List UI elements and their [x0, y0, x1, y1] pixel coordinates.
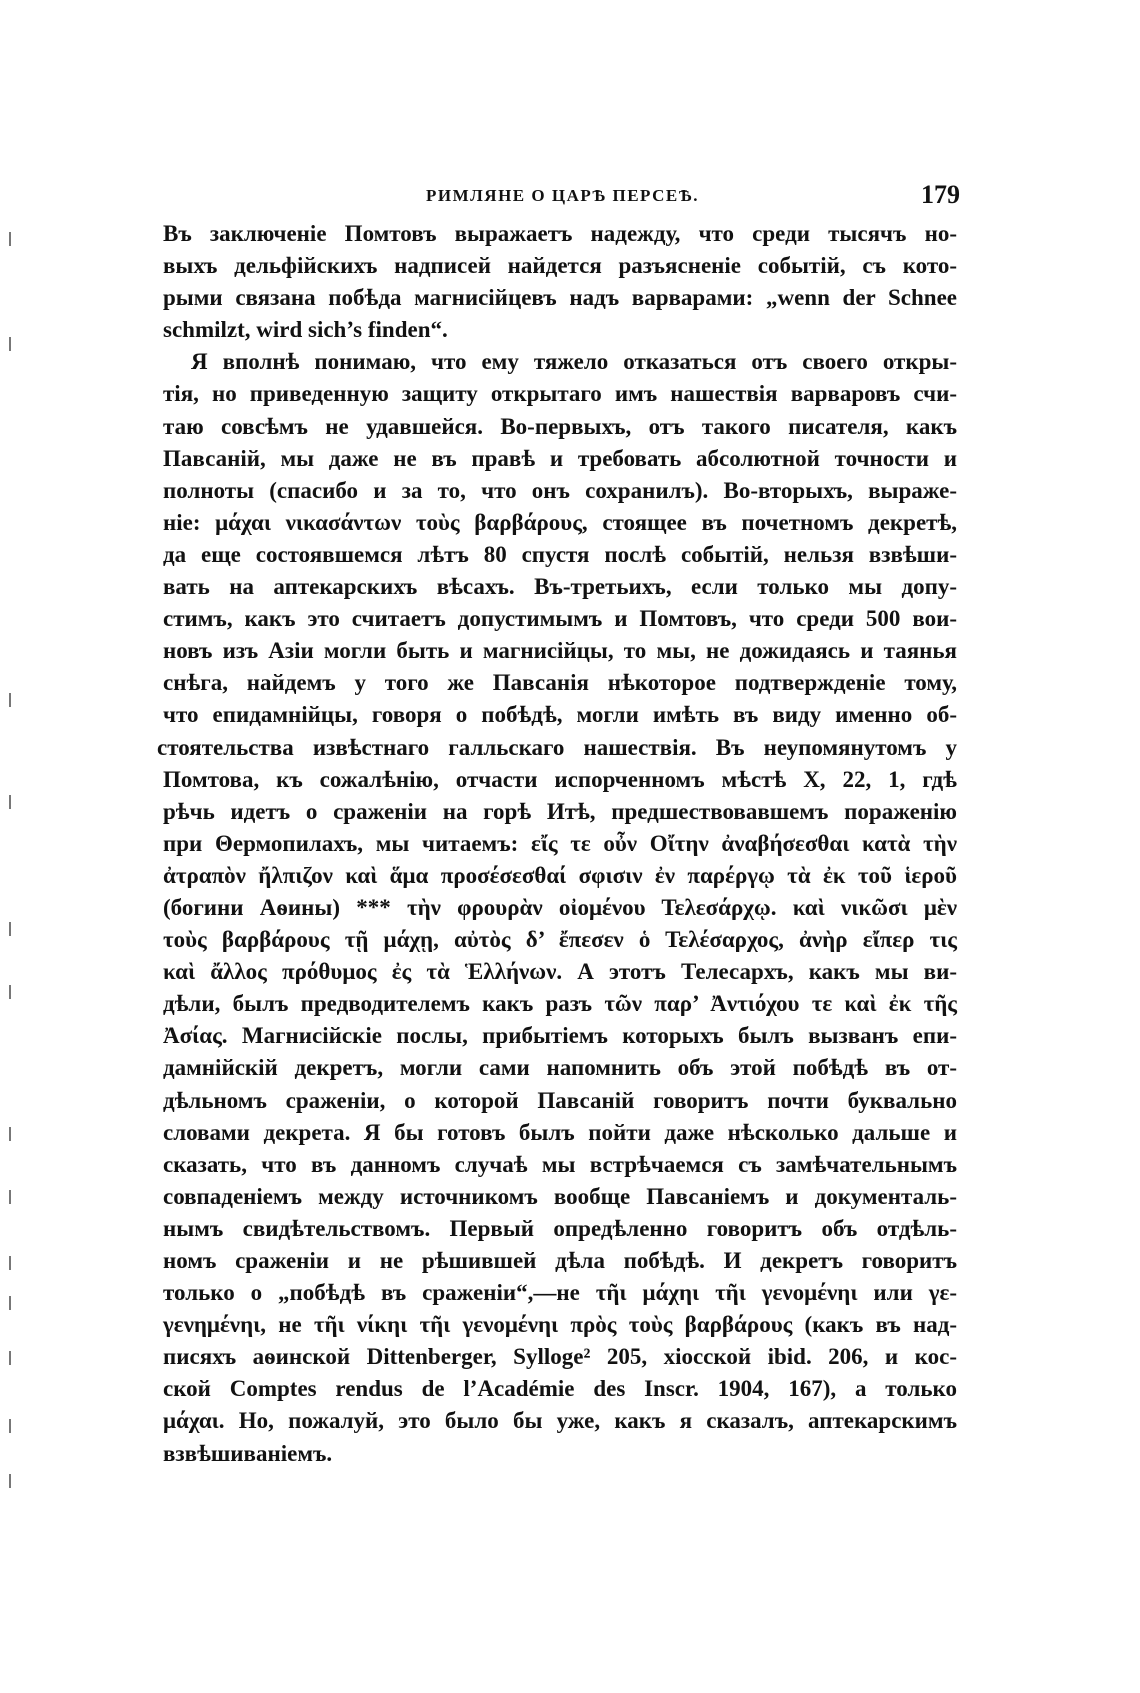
- scan-margin-mark: [9, 1351, 11, 1365]
- text-line: μάχαι. Но, пожалуй, это было бы уже, какъ я сказалъ, аптекарскимъ: [163, 1408, 957, 1434]
- scan-margin-mark: [9, 1419, 11, 1433]
- scan-margin-mark: [9, 693, 11, 707]
- text-line: при Θермопилахъ, мы читаемъ: εἴς τε οὖν Οἴτην ἀναβήσεσθαι κατὰ τὴν: [163, 830, 957, 856]
- scan-margin-mark: [9, 795, 11, 809]
- text-line: schmilzt, wird sich’s finden“.: [163, 317, 448, 343]
- scan-margin-mark: [9, 337, 11, 351]
- text-line: дѣли, былъ предводителемъ какъ разъ τῶν παρ’ Ἀντιόχου τε καὶ ἐκ τῆς: [163, 991, 957, 1017]
- text-line: да еще состоявшемся лѣтъ 80 спустя послѣ событій, нельзя взвѣши-: [163, 541, 957, 567]
- text-line: стоятельства извѣстнаго галльскаго нашествія. Въ неупомянутомъ у: [157, 734, 957, 760]
- body-text: [157, 218, 957, 1470]
- text-line: ἀτραπὸν ἤλπιζον καὶ ἅμα προσέσεσθαί σφισιν ἐν παρέργῳ τὰ ἐκ τοῦ ἱεροῦ: [163, 862, 957, 888]
- scan-margin-mark: [9, 232, 11, 246]
- text-line: что епидамнійцы, говоря о побѣдѣ, могли имѣть въ виду именно об-: [163, 702, 957, 728]
- text-line: полноты (спасибо и за то, что онъ сохранилъ). Во-вторыхъ, выраже-: [163, 477, 957, 503]
- text-line: сказать, что въ данномъ случаѣ мы встрѣчаемся съ замѣчательнымъ: [163, 1151, 957, 1177]
- scan-margin-mark: [9, 922, 11, 936]
- running-title: РИМЛЯНЕ О ЦАРѢ ПЕРСЕѢ.: [425, 186, 699, 205]
- text-line: совпаденіемъ между источникомъ вообще Павсаніемъ и документаль-: [163, 1183, 957, 1209]
- text-line: Въ заключеніе Помтовъ выражаетъ надежду, что среди тысячъ но-: [163, 221, 957, 246]
- text-line: γενημένηι, не τῆι νίκηι τῆι γενομένηι πρὸς τοὺς βαρβάρους (какъ въ над-: [163, 1312, 957, 1338]
- text-line: Я вполнѣ понимаю, что ему тяжело отказаться отъ своего откры-: [191, 349, 957, 375]
- scan-margin-mark: [9, 1190, 11, 1204]
- text-line: дѣльномъ сраженіи, о которой Павсаній говоритъ почти буквально: [163, 1087, 957, 1113]
- page-header: [165, 180, 960, 210]
- text-line: Павсаній, мы даже не въ правѣ и требовать абсолютной точности и: [163, 445, 957, 471]
- text-line: Помтова, къ сожалѣнію, отчасти испорченномъ мѣстѣ X, 22, 1, гдѣ: [163, 766, 957, 792]
- text-line: нымъ свидѣтельствомъ. Первый опредѣленно говоритъ объ отдѣль-: [163, 1215, 957, 1241]
- text-line: писяхъ аѳинской Dittenberger, Sylloge² 205, хіосской ibid. 206, и кос-: [163, 1344, 957, 1370]
- scan-margin-mark: [9, 1127, 11, 1141]
- text-line: вать на аптекарскихъ вѣсахъ. Въ-третьихъ, если только мы допу-: [163, 574, 957, 600]
- text-line: снѣга, найдемъ у того же Павсанія нѣкоторое подтвержденіе тому,: [163, 670, 957, 696]
- page-number: 179: [921, 180, 960, 209]
- text-line: рыми связана побѣда магнисійцевъ надъ варварами: „wenn der Schnee: [163, 285, 957, 311]
- scan-margin-mark: [9, 1256, 11, 1270]
- text-line: только о „побѣдѣ въ сраженіи“,—не τῆι μάχηι τῆι γενομένηι или γε-: [163, 1280, 957, 1306]
- scan-margin-mark: [9, 1296, 11, 1310]
- text-line: Ἀσίας. Магнисійскіе послы, прибытіемъ которыхъ былъ вызванъ епи-: [163, 1023, 957, 1049]
- text-line: новъ изъ Азіи могли быть и магнисійцы, то мы, не дожидаясь и таянья: [163, 638, 957, 664]
- text-line: ніе: μάχαι νικασάντων τοὺς βαρβάρους, стоящее въ почетномъ декретѣ,: [163, 509, 957, 535]
- text-line: выхъ дельфійскихъ надписей найдется разъясненіе событій, съ кото-: [163, 253, 957, 279]
- text-line: рѣчь идетъ о сраженіи на горѣ Итѣ, предшествовавшемъ пораженію: [163, 798, 957, 824]
- text-line: номъ сраженіи и не рѣшившей дѣла побѣдѣ. И декретъ говоритъ: [163, 1248, 957, 1273]
- text-line: таю совсѣмъ не удавшейся. Во-первыхъ, отъ такого писателя, какъ: [163, 413, 957, 439]
- text-line: словами декрета. Я бы готовъ былъ пойти даже нѣсколько дальше и: [163, 1119, 957, 1145]
- scan-margin-mark: [9, 985, 11, 999]
- text-line: дамнійскій декретъ, могли сами напомнить объ этой побѣдѣ въ от-: [163, 1055, 957, 1081]
- text-line: καὶ ἄλλος πρόθυμος ἐς τὰ Ἑλλήνων. А этотъ Телесархъ, какъ мы ви-: [163, 959, 957, 985]
- text-line: ской Comptes rendus de l’Académie des Inscr. 1904, 167), а только: [163, 1376, 957, 1402]
- scan-margin-mark: [9, 1474, 11, 1488]
- text-line: (богини Аѳины) *** τὴν φρουρὰν οἰομένου Τελεσάρχῳ. καὶ νικῶσι μὲν: [163, 894, 957, 920]
- text-line: тія, но приведенную защиту открытаго имъ нашествія варваровъ счи-: [163, 381, 957, 407]
- text-line: τοὺς βαρβάρους τῇ μάχῃ, αὐτὸς δ’ ἔπεσεν ὁ Τελέσαρχος, ἀνὴρ εἴπερ τις: [163, 927, 957, 953]
- text-line: взвѣшиваніемъ.: [163, 1440, 333, 1466]
- text-line: стимъ, какъ это считаетъ допустимымъ и Помтовъ, что среди 500 вои-: [163, 606, 957, 632]
